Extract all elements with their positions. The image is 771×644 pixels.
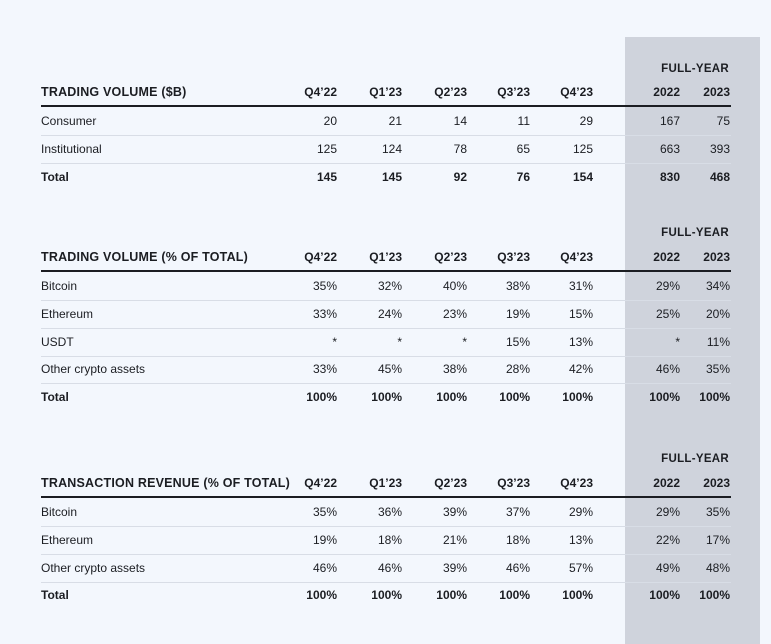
- cell-value: 38%: [442, 362, 467, 376]
- table-row: [0, 530, 771, 550]
- table-row: [0, 332, 771, 352]
- cell-value: 35%: [312, 279, 337, 293]
- row-divider: [41, 163, 731, 164]
- cell-value: 35%: [312, 505, 337, 519]
- row-label: Bitcoin: [41, 505, 78, 519]
- column-header: Q2’23: [434, 250, 467, 264]
- table-header-row: [0, 82, 771, 102]
- cell-value: 29: [579, 114, 593, 128]
- cell-value: 11: [517, 114, 530, 128]
- cell-value: 48%: [705, 561, 730, 575]
- cell-value: 124: [381, 142, 402, 156]
- table-title: TRADING VOLUME (% OF TOTAL): [41, 250, 249, 264]
- row-divider: [41, 300, 731, 301]
- column-header: 2022: [653, 85, 680, 99]
- cell-value: 125: [316, 142, 337, 156]
- header-rule: [41, 105, 731, 107]
- table-header-row: [0, 247, 771, 267]
- cell-value: 76: [516, 170, 530, 184]
- cell-value: 49%: [655, 561, 680, 575]
- row-label: Bitcoin: [41, 279, 78, 293]
- row-label: Consumer: [41, 114, 97, 128]
- table-total-row: [0, 387, 771, 407]
- cell-value: 22%: [655, 533, 680, 547]
- cell-value: 45%: [377, 362, 402, 376]
- table-row: [0, 558, 771, 578]
- column-header: Q3’23: [497, 85, 530, 99]
- column-header: Q4’23: [560, 85, 593, 99]
- cell-value: *: [462, 335, 467, 349]
- full-year-heading: FULL-YEAR: [661, 453, 729, 465]
- column-header: Q3’23: [497, 250, 530, 264]
- cell-value: 19%: [312, 533, 337, 547]
- column-header: Q4’22: [304, 250, 337, 264]
- cell-value: 65: [516, 142, 530, 156]
- cell-value: 15%: [568, 307, 593, 321]
- column-header: Q4’22: [304, 85, 337, 99]
- cell-value: 19%: [505, 307, 530, 321]
- cell-value: 100%: [649, 588, 680, 602]
- cell-value: 29%: [655, 505, 680, 519]
- column-header: Q1’23: [369, 250, 402, 264]
- cell-value: *: [397, 335, 402, 349]
- cell-value: 33%: [312, 362, 337, 376]
- cell-value: 21: [388, 114, 402, 128]
- row-label: Ethereum: [41, 533, 94, 547]
- column-header: 2023: [703, 250, 730, 264]
- cell-value: 125: [572, 142, 593, 156]
- table-total-row: [0, 585, 771, 605]
- cell-value: 40%: [442, 279, 467, 293]
- table-row: [0, 304, 771, 324]
- row-divider: [41, 582, 731, 583]
- column-header: Q1’23: [369, 476, 402, 490]
- cell-value: 21%: [442, 533, 467, 547]
- row-label: Total: [41, 588, 69, 602]
- column-header: Q2’23: [434, 85, 467, 99]
- cell-value: 28%: [505, 362, 530, 376]
- cell-value: 17%: [705, 533, 730, 547]
- table-header-row: [0, 473, 771, 493]
- cell-value: 92: [453, 170, 467, 184]
- row-label: Total: [41, 170, 69, 184]
- cell-value: 38%: [505, 279, 530, 293]
- column-header: Q3’23: [497, 476, 530, 490]
- cell-value: 100%: [699, 588, 730, 602]
- cell-value: 100%: [371, 588, 402, 602]
- cell-value: 15%: [505, 335, 530, 349]
- cell-value: 35%: [705, 362, 730, 376]
- cell-value: 154: [572, 170, 593, 184]
- cell-value: 100%: [436, 390, 467, 404]
- header-rule: [41, 496, 731, 498]
- column-header: Q2’23: [434, 476, 467, 490]
- cell-value: 100%: [499, 390, 530, 404]
- cell-value: 37%: [505, 505, 530, 519]
- cell-value: 36%: [377, 505, 402, 519]
- row-label: USDT: [41, 335, 74, 349]
- cell-value: 100%: [306, 588, 337, 602]
- cell-value: 20: [323, 114, 337, 128]
- table-title: TRANSACTION REVENUE (% OF TOTAL): [41, 476, 290, 490]
- cell-value: 46%: [655, 362, 680, 376]
- cell-value: 35%: [705, 505, 730, 519]
- cell-value: 14: [453, 114, 467, 128]
- row-divider: [41, 328, 731, 329]
- column-header: 2022: [653, 250, 680, 264]
- table-row: [0, 276, 771, 296]
- cell-value: *: [332, 335, 337, 349]
- cell-value: 29%: [568, 505, 593, 519]
- header-rule: [41, 270, 731, 272]
- cell-value: 393: [709, 142, 730, 156]
- cell-value: 29%: [655, 279, 680, 293]
- cell-value: 46%: [505, 561, 530, 575]
- cell-value: 18%: [505, 533, 530, 547]
- cell-value: 39%: [442, 561, 467, 575]
- cell-value: 100%: [436, 588, 467, 602]
- table-row: [0, 139, 771, 159]
- cell-value: 78: [453, 142, 467, 156]
- cell-value: 468: [709, 170, 730, 184]
- column-header: Q4’23: [560, 476, 593, 490]
- cell-value: 23%: [442, 307, 467, 321]
- cell-value: 31%: [568, 279, 593, 293]
- cell-value: 34%: [705, 279, 730, 293]
- row-label: Other crypto assets: [41, 561, 146, 575]
- cell-value: 39%: [442, 505, 467, 519]
- table-title: TRADING VOLUME ($B): [41, 85, 187, 99]
- full-year-heading: FULL-YEAR: [661, 63, 729, 75]
- column-header: 2023: [703, 476, 730, 490]
- cell-value: 167: [659, 114, 680, 128]
- cell-value: 100%: [562, 588, 593, 602]
- row-label: Ethereum: [41, 307, 94, 321]
- cell-value: 11%: [706, 335, 730, 349]
- cell-value: 75: [716, 114, 730, 128]
- cell-value: 100%: [649, 390, 680, 404]
- cell-value: 145: [381, 170, 402, 184]
- table-row: [0, 359, 771, 379]
- cell-value: 100%: [499, 588, 530, 602]
- column-header: Q4’23: [560, 250, 593, 264]
- table-row: [0, 502, 771, 522]
- cell-value: 24%: [377, 307, 402, 321]
- column-header: 2023: [703, 85, 730, 99]
- cell-value: 13%: [568, 335, 593, 349]
- cell-value: 145: [316, 170, 337, 184]
- row-divider: [41, 383, 731, 384]
- row-label: Total: [41, 390, 69, 404]
- column-header: 2022: [653, 476, 680, 490]
- row-divider: [41, 356, 731, 357]
- cell-value: 33%: [312, 307, 337, 321]
- cell-value: 100%: [371, 390, 402, 404]
- cell-value: *: [675, 335, 680, 349]
- row-divider: [41, 526, 731, 527]
- table-row: [0, 111, 771, 131]
- full-year-heading: FULL-YEAR: [661, 227, 729, 239]
- column-header: Q4’22: [304, 476, 337, 490]
- cell-value: 100%: [562, 390, 593, 404]
- row-label: Other crypto assets: [41, 362, 146, 376]
- cell-value: 32%: [377, 279, 402, 293]
- cell-value: 18%: [377, 533, 402, 547]
- cell-value: 46%: [312, 561, 337, 575]
- cell-value: 830: [659, 170, 680, 184]
- row-divider: [41, 135, 731, 136]
- cell-value: 100%: [699, 390, 730, 404]
- cell-value: 57%: [568, 561, 593, 575]
- cell-value: 663: [659, 142, 680, 156]
- cell-value: 100%: [306, 390, 337, 404]
- cell-value: 13%: [568, 533, 593, 547]
- row-divider: [41, 554, 731, 555]
- row-label: Institutional: [41, 142, 102, 156]
- cell-value: 25%: [655, 307, 680, 321]
- cell-value: 46%: [377, 561, 402, 575]
- column-header: Q1’23: [369, 85, 402, 99]
- cell-value: 42%: [568, 362, 593, 376]
- table-total-row: [0, 167, 771, 187]
- cell-value: 20%: [705, 307, 730, 321]
